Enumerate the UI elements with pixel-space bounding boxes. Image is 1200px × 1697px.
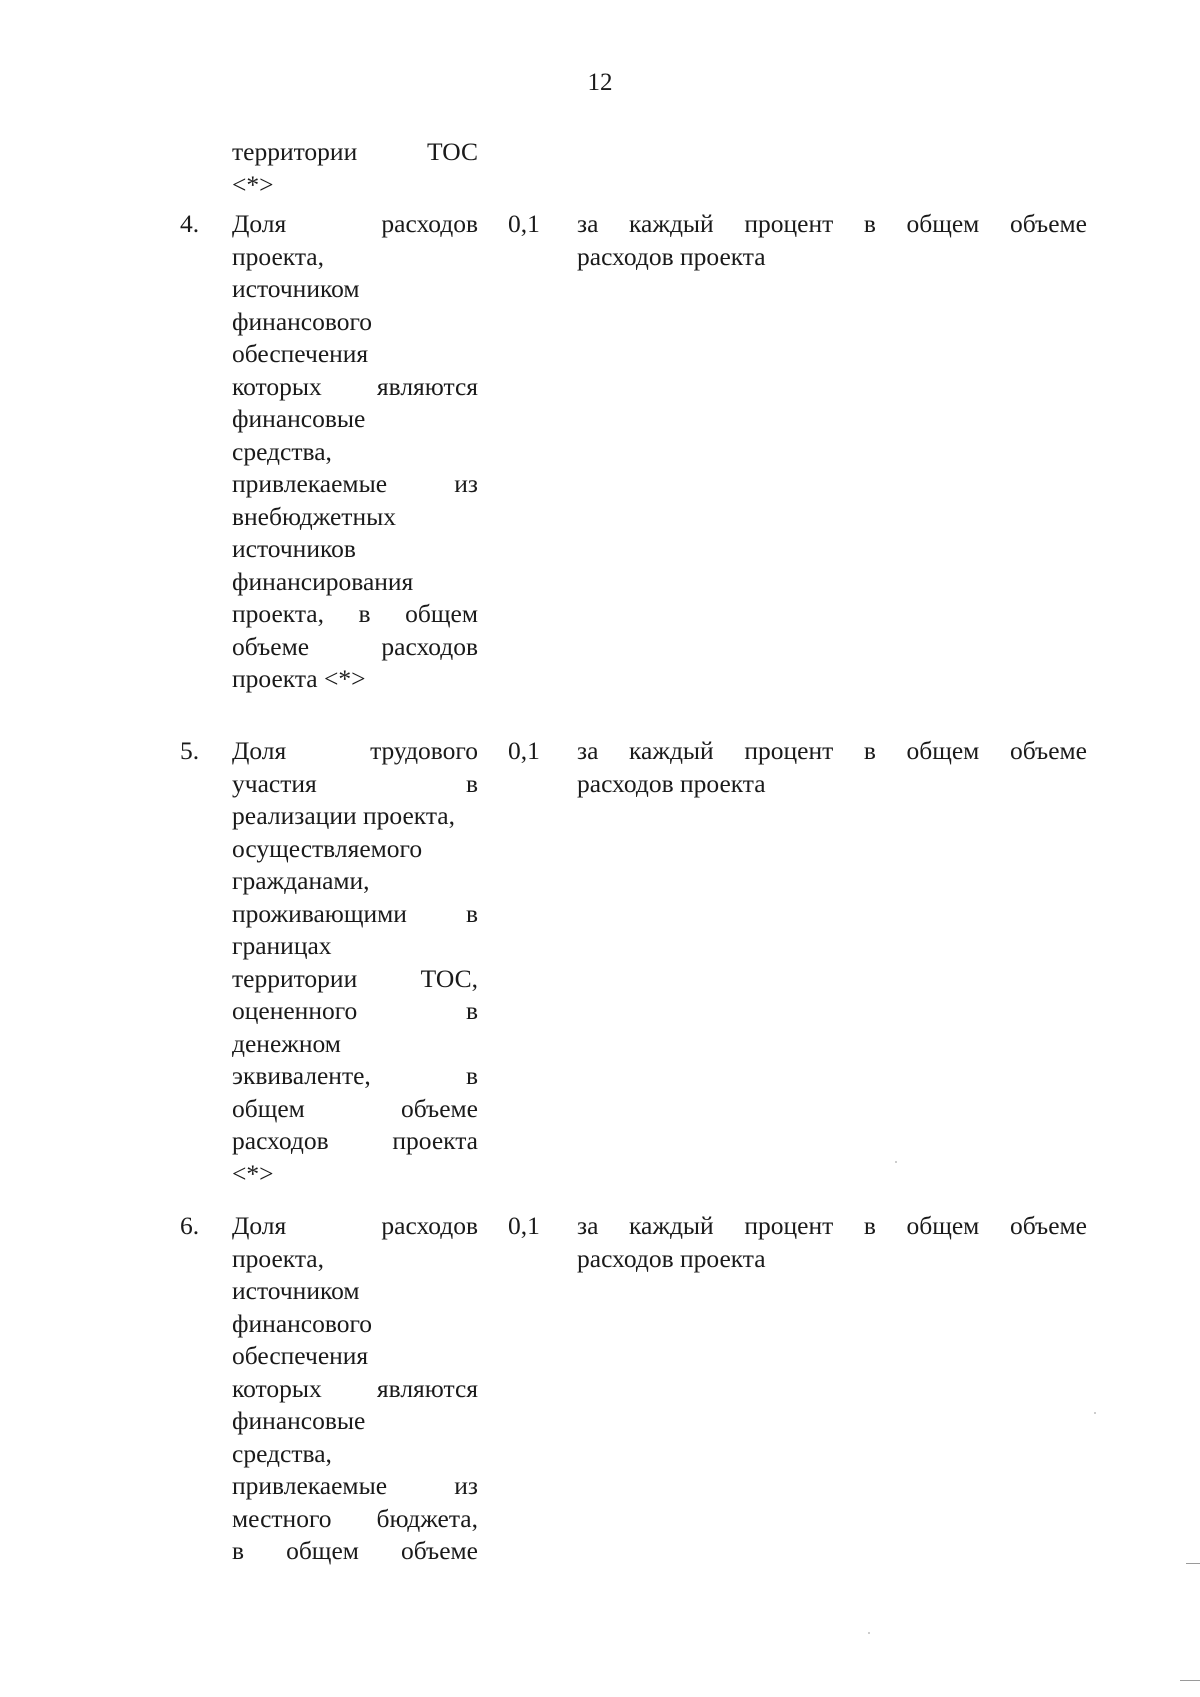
word: каждый (629, 736, 714, 765)
word: расходов (381, 209, 478, 238)
word: процент (744, 1211, 834, 1240)
text-line (232, 241, 478, 274)
word: расходов (381, 631, 478, 661)
word: финансовые (232, 404, 366, 433)
text-line (232, 306, 478, 339)
word: Доля (232, 1211, 287, 1240)
text-line (232, 1210, 478, 1243)
word: источников (232, 534, 356, 563)
text-line (232, 1060, 478, 1093)
row-number: 4. (180, 209, 200, 238)
word: гражданами, (232, 866, 370, 895)
word: денежном (232, 1028, 341, 1058)
word: оцененного (232, 996, 358, 1025)
word: из (454, 469, 478, 498)
page-number: 12 (587, 69, 613, 96)
word: <*> (232, 1158, 274, 1188)
word: в (232, 1536, 245, 1565)
text-line (232, 1340, 478, 1373)
word: участия (232, 768, 317, 798)
text-line (232, 403, 478, 436)
text-line (232, 768, 478, 801)
word: территории (232, 963, 358, 993)
text-line (232, 963, 478, 996)
word: общем (906, 736, 980, 765)
word: обеспечения (232, 1341, 369, 1370)
word: общем (286, 1536, 359, 1565)
scoring-description (577, 208, 1087, 273)
text-line (232, 663, 478, 696)
score-value: 0,1 (508, 1211, 540, 1240)
text-line (232, 1535, 478, 1568)
word: привлекаемые (232, 1471, 388, 1500)
text-line (232, 898, 478, 931)
text-line (577, 208, 1087, 241)
criterion-text (232, 208, 478, 696)
text-line (232, 501, 478, 534)
row-number: 5. (180, 736, 200, 765)
text-line (232, 1028, 478, 1061)
word: финансовые (232, 1406, 366, 1435)
score-value: 0,1 (508, 736, 540, 765)
word: реализации проекта, (232, 801, 455, 830)
text-line (232, 1405, 478, 1438)
word: каждый (629, 209, 714, 238)
text-line (232, 273, 478, 306)
text-line (232, 1158, 478, 1191)
word: каждый (629, 1211, 714, 1240)
text-line (232, 208, 478, 241)
score-value: 0,1 (508, 209, 540, 238)
text-line (232, 1275, 478, 1308)
text-line (232, 436, 478, 469)
word: проживающими (232, 898, 407, 928)
word: за (577, 736, 599, 765)
word: границах (232, 931, 332, 960)
word: средства, (232, 436, 332, 466)
word: финансирования (232, 566, 414, 596)
word: общем (906, 209, 980, 238)
word: проекта, (232, 1243, 324, 1273)
text-line (232, 800, 478, 833)
word: в (465, 996, 478, 1025)
word: расходов (232, 1126, 329, 1155)
word: в (465, 898, 478, 928)
scan-speck (868, 1632, 870, 1634)
word: расходов проекта (577, 241, 766, 271)
word: бюджета, (376, 1503, 478, 1533)
word: Доля (232, 736, 287, 765)
criterion-text (232, 735, 478, 1190)
word: <*> (232, 169, 274, 199)
word: в (465, 768, 478, 798)
word: трудового (370, 736, 478, 765)
word: объеме (232, 631, 310, 661)
word: проекта <*> (232, 664, 366, 693)
text-line (232, 735, 478, 768)
word: проекта, (232, 241, 324, 271)
word: объеме (400, 1536, 478, 1565)
text-line (232, 371, 478, 404)
word: внебюджетных (232, 501, 396, 531)
word: процент (744, 736, 834, 765)
text-line (232, 865, 478, 898)
word: являются (376, 1373, 478, 1403)
word: объеме (1009, 736, 1087, 765)
word: общем (906, 1211, 980, 1240)
text-line (232, 995, 478, 1028)
text-line (577, 1210, 1087, 1243)
text-line (232, 1243, 478, 1276)
word: в (863, 209, 876, 238)
continued-criterion-text (232, 136, 478, 201)
text-line (232, 598, 478, 631)
word: в (465, 1061, 478, 1090)
text-line (232, 566, 478, 599)
word: в (863, 736, 876, 765)
word: за (577, 209, 599, 238)
text-line (232, 1125, 478, 1158)
scoring-description (577, 1210, 1087, 1275)
word: в (358, 599, 371, 628)
text-line (577, 735, 1087, 768)
word: средства, (232, 1438, 332, 1468)
scan-edge-mark (1180, 1680, 1200, 1681)
word: территории (232, 137, 358, 166)
word: проекта, (232, 599, 324, 628)
text-line (232, 1373, 478, 1406)
word: Доля (232, 209, 287, 238)
word: привлекаемые (232, 469, 388, 498)
word: источником (232, 274, 360, 303)
word: финансового (232, 306, 373, 336)
word: общем (405, 599, 478, 628)
word: проекта (392, 1126, 478, 1155)
text-line (232, 631, 478, 664)
word: в (863, 1211, 876, 1240)
criterion-text (232, 1210, 478, 1568)
word: расходов проекта (577, 768, 766, 798)
word: являются (376, 371, 478, 401)
text-line (232, 533, 478, 566)
scan-speck (895, 1161, 897, 1163)
word: из (454, 1471, 478, 1500)
word: которых (232, 371, 322, 401)
word: ТОС (427, 137, 478, 166)
text-line (232, 833, 478, 866)
word: объеме (1009, 1211, 1087, 1240)
text-line (577, 768, 1087, 801)
text-line (232, 136, 478, 169)
word: объеме (1009, 209, 1087, 238)
text-line (232, 338, 478, 371)
text-line (232, 169, 478, 202)
word: эквиваленте, (232, 1061, 371, 1090)
text-line (232, 1470, 478, 1503)
word: процент (744, 209, 834, 238)
text-line (232, 1438, 478, 1471)
scan-edge-mark (1186, 1563, 1200, 1564)
word: источником (232, 1276, 360, 1305)
text-line (232, 1093, 478, 1126)
text-line (577, 241, 1087, 274)
word: местного (232, 1503, 332, 1533)
text-line (232, 1308, 478, 1341)
word: расходов проекта (577, 1243, 766, 1273)
word: объеме (400, 1093, 478, 1123)
word: обеспечения (232, 339, 369, 368)
word: расходов (381, 1211, 478, 1240)
text-line (232, 1503, 478, 1536)
scoring-description (577, 735, 1087, 800)
row-number: 6. (180, 1211, 200, 1240)
text-line (232, 930, 478, 963)
word: ТОС, (420, 963, 478, 993)
text-line (577, 1243, 1087, 1276)
scan-speck (1094, 1412, 1096, 1414)
word: осуществляемого (232, 833, 423, 863)
text-line (232, 468, 478, 501)
word: которых (232, 1373, 322, 1403)
word: общем (232, 1093, 305, 1123)
word: за (577, 1211, 599, 1240)
word: финансового (232, 1308, 373, 1338)
